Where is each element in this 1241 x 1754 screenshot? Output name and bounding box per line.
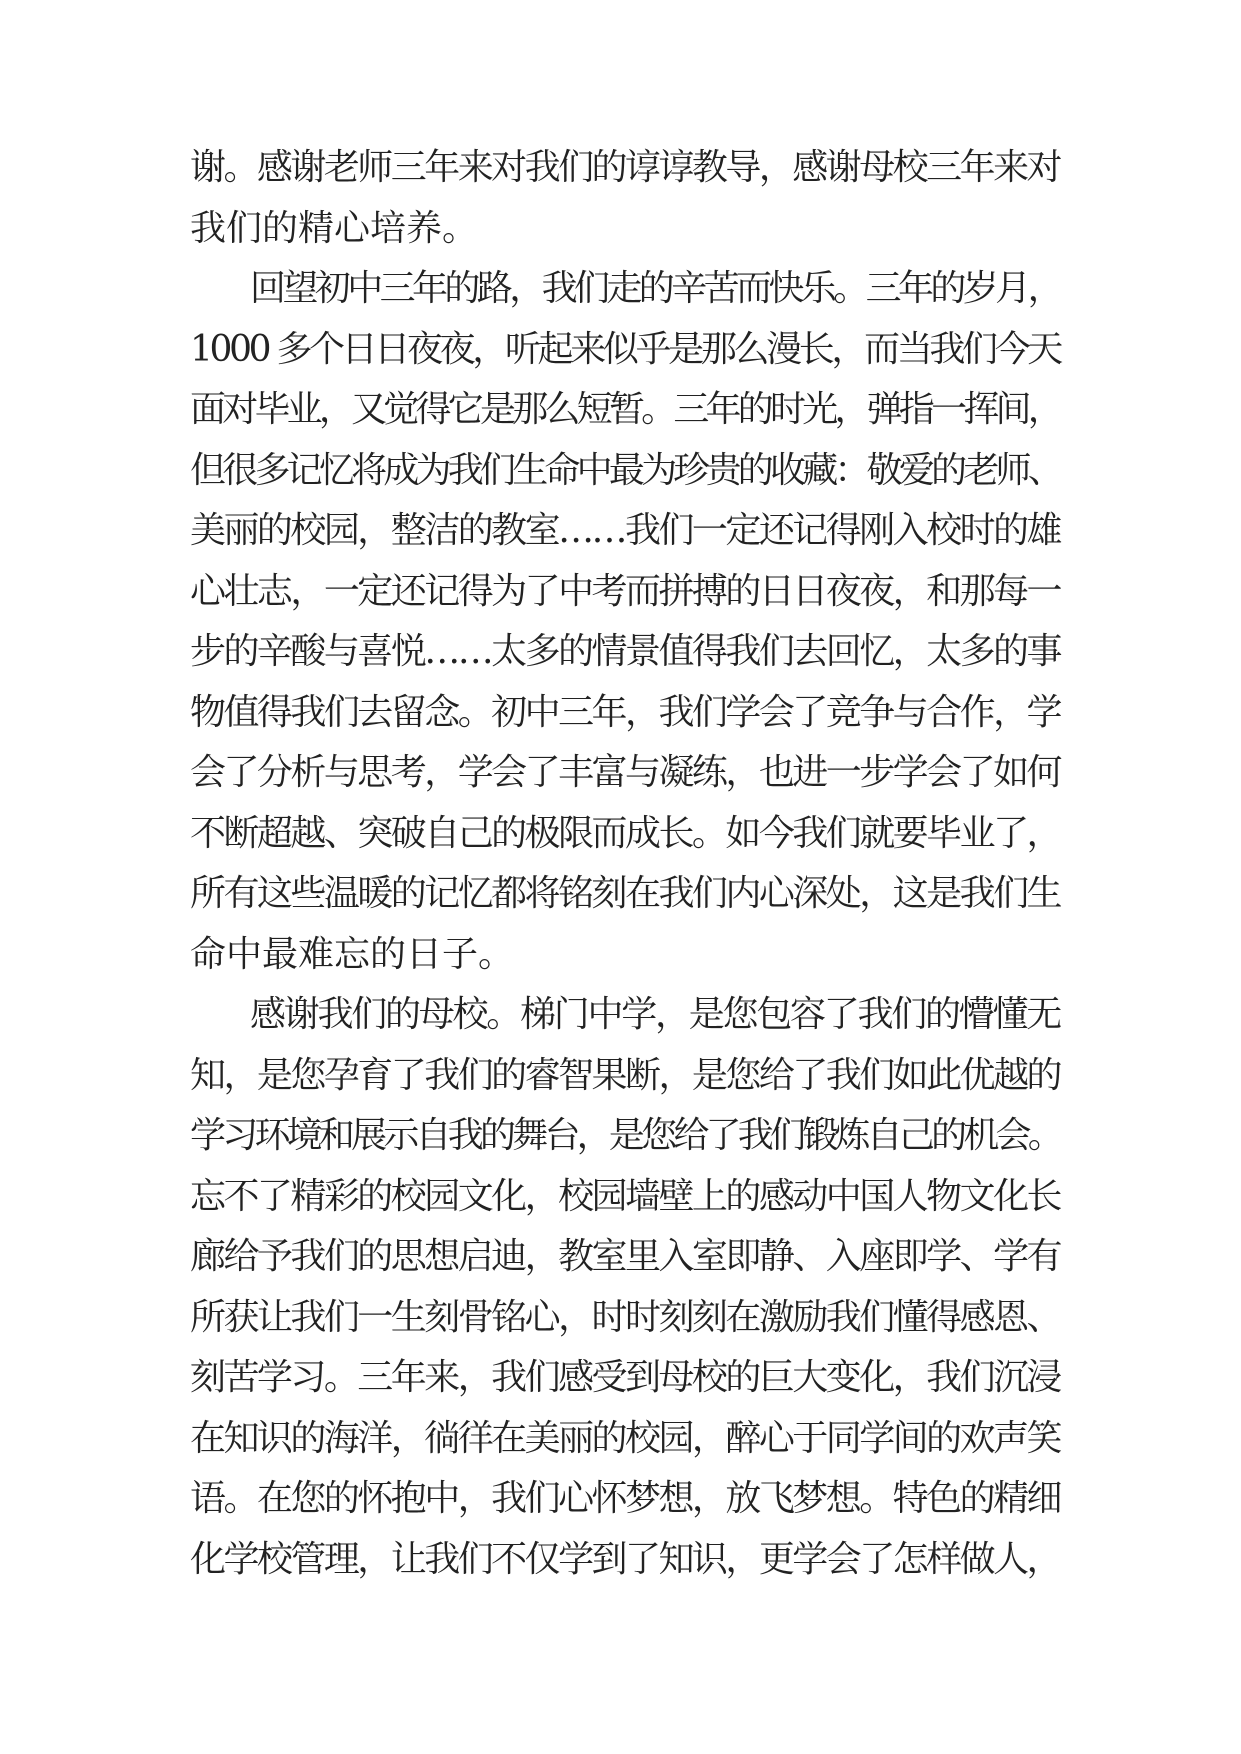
text-line-17: 学习环境和展示自我的舞台，是您给了我们锻炼自己的机会。 bbox=[190, 1115, 1060, 1156]
text-line-11: 会了分析与思考，学会了丰富与凝练，也进一步学会了如何 bbox=[190, 752, 1060, 793]
text-line-20: 所获让我们一生刻骨铭心，时时刻刻在激励我们懂得感恩、 bbox=[190, 1296, 1060, 1338]
text-line-14: 命中最难忘的日子。 bbox=[190, 933, 515, 975]
text-line-5: 面对毕业，又觉得它是那么短暂。三年的时光，弹指一挥间， bbox=[190, 389, 1060, 430]
text-line-9: 步的辛酸与喜悦……太多的情景值得我们去回忆，太多的事 bbox=[190, 631, 1060, 672]
text-line-16: 知，是您孕育了我们的睿智果断，是您给了我们如此优越的 bbox=[190, 1054, 1060, 1096]
text-line-6: 但很多记忆将成为我们生命中最为珍贵的收藏：敬爱的老师、 bbox=[190, 449, 1060, 491]
text-line-22: 在知识的海洋，徜徉在美丽的校园，醉心于同学间的欢声笑 bbox=[190, 1417, 1060, 1459]
text-line-2: 我们的精心培养。 bbox=[190, 207, 479, 249]
text-line-4: 1000 多个日日夜夜，听起来似乎是那么漫长，而当我们今天 bbox=[190, 328, 1060, 370]
text-line-3: 回望初中三年的路，我们走的辛苦而快乐。三年的岁月， bbox=[250, 268, 1060, 309]
text-line-18: 忘不了精彩的校园文化，校园墙壁上的感动中国人物文化长 bbox=[190, 1175, 1060, 1217]
text-line-19: 廊给予我们的思想启迪，教室里入室即静、入座即学、学有 bbox=[190, 1236, 1060, 1277]
text-line-8: 心壮志，一定还记得为了中考而拼搏的日日夜夜，和那每一 bbox=[190, 570, 1060, 612]
text-line-15: 感谢我们的母校。梯门中学，是您包容了我们的懵懂无 bbox=[250, 994, 1060, 1035]
text-line-21: 刻苦学习。三年来，我们感受到母校的巨大变化，我们沉浸 bbox=[190, 1357, 1060, 1398]
text-line-7: 美丽的校园，整洁的教室……我们一定还记得刚入校时的雄 bbox=[190, 510, 1060, 551]
text-line-1: 谢。感谢老师三年来对我们的谆谆教导，感谢母校三年来对 bbox=[190, 147, 1060, 188]
text-line-23: 语。在您的怀抱中，我们心怀梦想，放飞梦想。特色的精细 bbox=[190, 1478, 1060, 1519]
text-line-13: 所有这些温暖的记忆都将铭刻在我们内心深处，这是我们生 bbox=[190, 873, 1060, 914]
text-line-24: 化学校管理，让我们不仅学到了知识，更学会了怎样做人， bbox=[190, 1538, 1060, 1580]
text-line-12: 不断超越、突破自己的极限而成长。如今我们就要毕业了， bbox=[190, 812, 1060, 854]
text-line-10: 物值得我们去留念。初中三年，我们学会了竞争与合作，学 bbox=[190, 691, 1060, 733]
